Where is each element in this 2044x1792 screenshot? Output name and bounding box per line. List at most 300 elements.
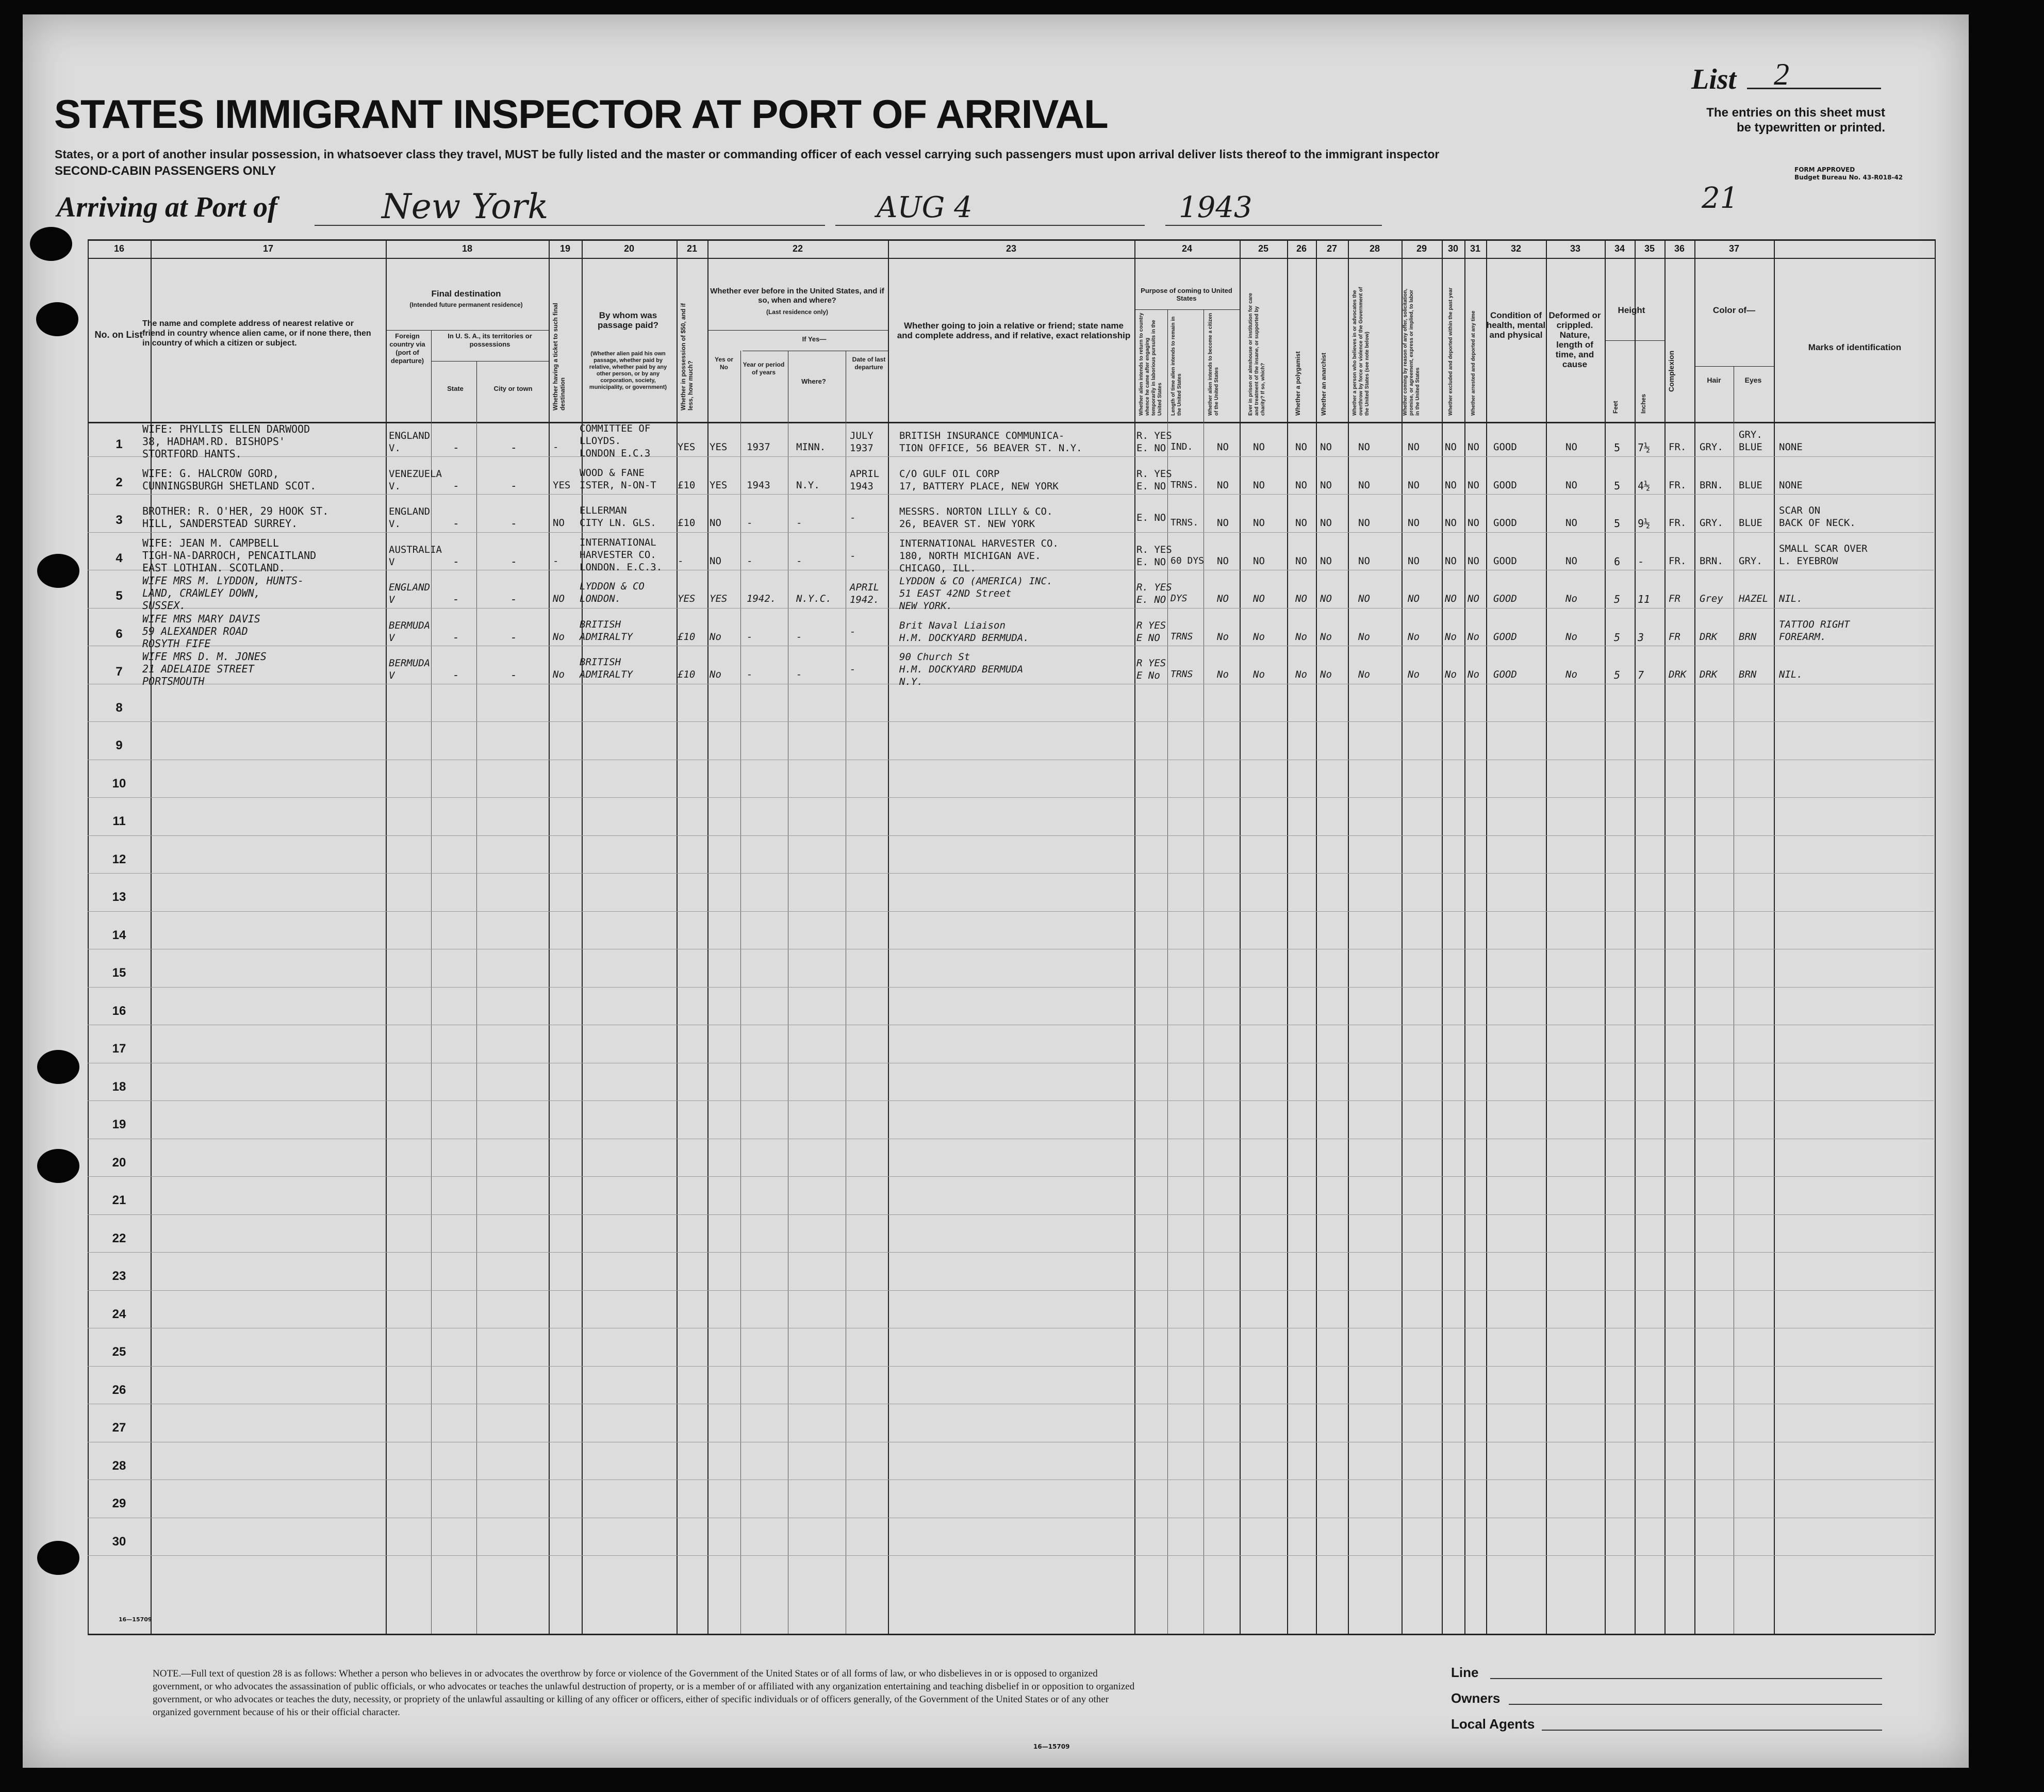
passage-paid-by: CITY LN. GLS. [580, 517, 656, 529]
row-number: 17 [112, 1042, 126, 1056]
form-approved-line: FORM APPROVED [1794, 166, 1855, 173]
before-in-us: NO [710, 517, 721, 529]
column-number: 17 [262, 243, 274, 254]
q29-answer: No [1408, 669, 1420, 680]
column-divider [1240, 239, 1241, 1634]
column-number: 18 [461, 243, 473, 254]
money-possessed: £10 [678, 631, 696, 643]
destination-city: - [510, 480, 517, 492]
intended-length: TRNS [1171, 669, 1193, 680]
row-number: 2 [116, 475, 123, 489]
before-year: - [747, 669, 753, 680]
last-departure: - [850, 626, 856, 637]
eye-color: BLUE [1739, 517, 1762, 529]
punch-hole [37, 1050, 79, 1084]
health-condition: GOOD [1493, 441, 1517, 453]
row-number: 1 [116, 437, 123, 451]
passage-paid-by: ADMIRALTY [580, 631, 633, 643]
relative-address: PORTSMOUTH [142, 675, 205, 687]
q30-answer: NO [1445, 480, 1457, 491]
destination-city: - [510, 555, 517, 568]
heading-money: Whether in possession of $50, and if less, how much? [680, 303, 694, 410]
passage-paid-by: ISTER, N-ON-T [580, 480, 656, 491]
column-divider [1694, 239, 1695, 1634]
row-rule [88, 987, 1934, 988]
q28-answer: NO [1358, 480, 1370, 491]
column-divider [1402, 239, 1403, 1634]
anarchist-answer: NO [1320, 441, 1332, 453]
last-departure: 1937 [850, 442, 873, 454]
subheader-divider [1167, 309, 1168, 422]
identification-marks: NONE [1779, 480, 1803, 491]
q31-answer: NO [1468, 593, 1479, 604]
deformed-answer: NO [1565, 517, 1577, 529]
heading-if-yes: If Yes— [802, 335, 827, 343]
punch-hole [37, 1541, 79, 1575]
health-condition: GOOD [1493, 517, 1517, 529]
column-number: 23 [1005, 243, 1017, 254]
q30-answer: No [1445, 669, 1457, 680]
column-divider [1635, 239, 1636, 1634]
relative-address: WIFE MRS M. LYDDON, HUNTS- [142, 574, 304, 587]
height-inches: 7½ [1638, 441, 1651, 454]
q28-answer: No [1358, 669, 1370, 680]
owners-label: Owners [1451, 1690, 1501, 1706]
header-class: SECOND-CABIN PASSENGERS ONLY [55, 164, 276, 178]
column-divider [1774, 239, 1775, 1634]
destination-state: - [453, 669, 459, 681]
row-number: 19 [112, 1117, 126, 1131]
port-value: New York [382, 187, 549, 226]
q28-answer: NO [1358, 441, 1370, 453]
joining-relative-address: NEW YORK. [899, 600, 952, 612]
q28-answer: NO [1358, 517, 1370, 529]
joining-relative-address: Brit Naval Liaison [899, 620, 1005, 631]
foreign-country: V [389, 594, 395, 605]
before-in-us: YES [710, 441, 728, 453]
before-year: - [747, 517, 753, 529]
heading-q30: Whether excluded and deported within the past year [1448, 287, 1454, 416]
passage-paid-by: LLOYDS. [580, 435, 621, 447]
row-rule [88, 1479, 1934, 1480]
height-inches: 3 [1638, 631, 1644, 644]
polygamist-answer: NO [1295, 517, 1307, 529]
before-year: - [747, 631, 753, 643]
sheet-number: 21 [1702, 182, 1739, 215]
heading-purpose-return: Whether alien intends to return to country whence he came after engaging temporarily in laborious pursuits in the United States [1139, 313, 1163, 416]
foreign-country: V [389, 632, 395, 644]
foreign-country: BERMUDA [389, 620, 431, 631]
heading-before-us-sub: (Last residence only) [766, 308, 829, 316]
anarchist-answer: NO [1320, 593, 1332, 604]
subcolumn-divider [740, 422, 741, 1634]
polygamist-answer: NO [1295, 555, 1307, 567]
heading-no-on-list: No. on List [94, 330, 143, 340]
heading-hair: Hair [1707, 376, 1721, 384]
row-number: 25 [112, 1345, 126, 1359]
punch-hole [36, 302, 78, 336]
q25-prison-answer: NO [1253, 555, 1265, 567]
subheader-divider [1694, 366, 1774, 367]
before-in-us: YES [710, 593, 728, 604]
identification-marks: FOREARM. [1779, 631, 1826, 643]
joining-relative-address: 51 EAST 42ND Street [899, 588, 1012, 599]
question-28-note: NOTE.—Full text of question 28 is as follows: Whether a person who believes in or advocates the overthrow by force or violence of the Government of the United States or of all forms of law, or who disbelieves in or is opposed to organized government, or who advocates the assassination of public officials, or who advocates or teaches the unlawful destruction of property, or is a member of or affiliated with any organization entertaining and teaching disbelief in or opposition to organized government, or who advocates or teaches the duty, necessity, or propriety of the unlawful assaulting or killing of any officer or officers, either of specific individuals or of officers generally, of the Government of the United States or of any other organized government because of his or their official character. [153, 1668, 1135, 1718]
destination-city: - [510, 669, 517, 681]
relative-address: WIFE: PHYLLIS ELLEN DARWOOD [142, 423, 310, 435]
q29-answer: NO [1408, 480, 1420, 491]
health-condition: GOOD [1493, 480, 1517, 491]
column-divider [1546, 239, 1547, 1634]
heading-q31: Whether arrested and deported at any time [1471, 310, 1476, 416]
destination-city: - [510, 593, 517, 605]
anarchist-answer: No [1320, 669, 1332, 680]
row-number: 22 [112, 1231, 126, 1245]
list-number: 2 [1774, 57, 1789, 91]
intends-citizenship: No [1217, 669, 1229, 680]
joining-relative-address: MESSRS. NORTON LILLY & CO. [899, 506, 1053, 517]
q29-answer: NO [1408, 555, 1420, 567]
money-possessed: £10 [678, 480, 696, 491]
foreign-country: ENGLAND [389, 430, 431, 441]
polygamist-answer: NO [1295, 480, 1307, 491]
q30-answer: NO [1445, 555, 1457, 567]
row-rule [88, 1176, 1934, 1177]
column-number: 19 [559, 243, 571, 254]
identification-marks: NIL. [1779, 593, 1803, 604]
row-number: 18 [112, 1080, 126, 1094]
page-title: STATES IMMIGRANT INSPECTOR AT PORT OF ARRIVAL [54, 91, 1108, 137]
money-possessed: £10 [678, 669, 696, 680]
before-where: - [796, 555, 802, 567]
eye-color: GRY. [1739, 429, 1762, 440]
intends-citizenship: NO [1217, 480, 1229, 491]
destination-state: - [453, 555, 459, 568]
column-number: 32 [1510, 243, 1522, 254]
column-divider [386, 239, 387, 1634]
q25-prison-answer: NO [1253, 517, 1265, 529]
date-value: AUG 4 [877, 191, 972, 224]
row-number: 28 [112, 1459, 126, 1473]
row-number: 29 [112, 1497, 126, 1510]
column-divider [1935, 239, 1936, 1634]
row-number: 12 [112, 852, 126, 866]
joining-relative-address: 180, NORTH MICHIGAN AVE. [899, 550, 1041, 562]
intends-citizenship: NO [1217, 593, 1229, 604]
form-code: 16—15709 [119, 1616, 152, 1623]
complexion: FR. [1669, 517, 1687, 529]
money-possessed: £10 [678, 517, 696, 529]
before-in-us: No [710, 631, 721, 643]
intended-length: 60 DYS [1171, 555, 1205, 566]
eye-color: BLUE [1739, 441, 1762, 453]
row-number: 14 [112, 928, 126, 942]
column-divider [888, 239, 889, 1634]
last-departure: 1943 [850, 481, 873, 492]
q25-prison-answer: NO [1253, 441, 1265, 453]
row-number: 9 [116, 738, 123, 752]
heading-city: City or town [493, 385, 533, 392]
money-possessed: YES [678, 441, 696, 453]
q31-answer: NO [1468, 555, 1479, 567]
relative-address: LAND, CRAWLEY DOWN, [142, 587, 260, 599]
destination-city: - [510, 631, 517, 644]
q29-answer: NO [1408, 593, 1420, 604]
row-number: 23 [112, 1269, 126, 1283]
column-number: 34 [1614, 243, 1625, 254]
heading-joining: Whether going to join a relative or friend; state name and complete address, and if relative, exact relationship [897, 321, 1131, 340]
identification-marks: SMALL SCAR OVER [1779, 543, 1868, 554]
passage-paid-by: LYDDON & CO [580, 581, 645, 592]
relative-address: WIFE MRS D. M. JONES [142, 650, 267, 663]
purpose-return: E NO [1136, 632, 1160, 644]
relative-address: TIGH-NA-DARROCH, PENCAITLAND [142, 549, 317, 562]
q30-answer: NO [1445, 441, 1457, 453]
heading-before-us: Whether ever before in the United States, and if so, when and where? [710, 287, 884, 305]
height-feet: 5 [1614, 517, 1621, 530]
row-number: 13 [112, 890, 126, 904]
subcolumn-divider [476, 422, 477, 1634]
row-number: 11 [112, 814, 126, 828]
q28-answer: NO [1358, 555, 1370, 567]
row-number: 20 [112, 1156, 126, 1170]
heading-deformed: Deformed or crippled. Nature, length of time, and cause [1548, 310, 1601, 369]
column-number: 26 [1296, 243, 1307, 254]
passage-paid-by: BRITISH [580, 619, 621, 630]
deformed-answer: NO [1565, 555, 1577, 567]
manifest-sheet [23, 14, 1969, 1768]
height-inches: - [1638, 555, 1644, 568]
q31-answer: NO [1468, 441, 1479, 453]
row-rule [88, 1290, 1934, 1291]
arriving-label: Arriving at Port of [57, 191, 277, 223]
anarchist-answer: NO [1320, 555, 1332, 567]
column-number: 28 [1369, 243, 1380, 254]
passage-paid-by: ADMIRALTY [580, 669, 633, 680]
row-number: 15 [112, 966, 126, 980]
identification-marks: TATTOO RIGHT [1779, 619, 1850, 630]
before-where: - [796, 669, 802, 680]
height-feet: 6 [1614, 555, 1621, 568]
q28-answer: NO [1358, 593, 1370, 604]
last-departure: - [850, 512, 856, 523]
list-label: List [1691, 63, 1737, 95]
heading-color-of: Color of— [1712, 305, 1756, 315]
destination-state: - [453, 593, 459, 605]
row-rule [88, 835, 1934, 836]
purpose-return: R. YES [1136, 468, 1172, 480]
q25-prison-answer: No [1253, 631, 1265, 643]
intended-length: DYS [1171, 593, 1188, 604]
q30-answer: NO [1445, 593, 1457, 604]
row-number: 6 [116, 627, 123, 641]
row-rule [88, 1214, 1934, 1215]
row-number: 26 [112, 1383, 126, 1397]
punch-hole [30, 227, 72, 261]
column-divider [707, 239, 708, 1634]
list-underline [1747, 88, 1881, 89]
row-number: 8 [116, 701, 123, 715]
foreign-country: V. [389, 481, 401, 492]
row-rule [88, 1252, 1934, 1253]
row-rule [88, 494, 1934, 495]
last-departure: - [850, 550, 856, 562]
purpose-return: R. YES [1136, 544, 1172, 555]
entries-note-line: be typewritten or printed. [1736, 121, 1885, 135]
q31-answer: NO [1468, 517, 1479, 529]
column-divider [1287, 239, 1288, 1634]
intended-length: TRNS. [1171, 517, 1199, 528]
subheader-divider [386, 330, 549, 331]
subheader-divider [476, 361, 477, 422]
joining-relative-address: CHICAGO, ILL. [899, 563, 976, 574]
q25-prison-answer: No [1253, 669, 1265, 680]
health-condition: GOOD [1493, 631, 1517, 643]
relative-address: SUSSEX. [142, 599, 186, 612]
year-value: 1943 [1179, 191, 1252, 224]
q28-answer: No [1358, 631, 1370, 643]
before-year: 1943 [747, 480, 770, 491]
q29-answer: No [1408, 631, 1420, 643]
line-label: Line [1451, 1665, 1479, 1680]
date-line [835, 225, 1145, 226]
money-possessed: - [678, 555, 684, 567]
before-in-us: YES [710, 480, 728, 491]
heading-purpose: Purpose of coming to United States [1141, 287, 1232, 302]
polygamist-answer: NO [1295, 441, 1307, 453]
height-feet: 5 [1614, 480, 1621, 492]
joining-relative-address: INTERNATIONAL HARVESTER CO. [899, 538, 1059, 549]
q29-answer: NO [1408, 441, 1420, 453]
column-divider [1464, 239, 1465, 1634]
passage-paid-by: ELLERMAN [580, 505, 627, 516]
before-in-us: No [710, 669, 721, 680]
last-departure: JULY [850, 430, 873, 441]
heading-q28: Whether a person who believes in or advocates the overthrow by force or violence of the Government of the United States (see note below) [1352, 287, 1370, 416]
eye-color: BLUE [1739, 480, 1762, 491]
purpose-return: E. NO [1136, 481, 1166, 492]
heading-in-usa: In U. S. A., its territories or possessions [448, 332, 532, 348]
column-number: 22 [792, 243, 803, 254]
joining-relative-address: 90 Church St [899, 651, 970, 663]
heading-yes-no: Yes or No [714, 356, 734, 371]
height-feet: 5 [1614, 631, 1621, 644]
foreign-country: AUSTRALIA [389, 544, 442, 555]
hair-color: GRY. [1700, 517, 1723, 529]
column-number: 30 [1447, 243, 1459, 254]
table-top-border [88, 239, 1935, 241]
relative-address: WIFE: G. HALCROW GORD, [142, 467, 279, 480]
column-number: 27 [1326, 243, 1338, 254]
joining-relative-address: H.M. DOCKYARD BERMUDA. [899, 632, 1029, 644]
column-number: 25 [1258, 243, 1269, 254]
health-condition: GOOD [1493, 669, 1517, 680]
row-number: 4 [116, 551, 123, 565]
row-rule [88, 721, 1934, 722]
ticket-to-destination: No [553, 669, 565, 680]
intended-length: TRNS. [1171, 480, 1199, 490]
health-condition: GOOD [1493, 593, 1517, 604]
height-feet: 5 [1614, 669, 1621, 681]
heading-final-destination-sub: (Intended future permanent residence) [409, 301, 523, 308]
column-divider [1486, 239, 1487, 1634]
hair-color: DRK [1700, 631, 1718, 643]
ticket-to-destination: NO [553, 593, 565, 604]
heading-relative: The name and complete address of nearest relative or friend in country whence alien came, or if none there, then in country of which a citizen or subject. [142, 319, 371, 348]
destination-city: - [510, 441, 517, 454]
destination-state: - [453, 517, 459, 530]
row-rule [88, 1100, 1934, 1101]
heading-feet: Feet [1612, 401, 1619, 414]
punch-hole [37, 1149, 79, 1183]
intends-citizenship: NO [1217, 555, 1229, 567]
column-number: 37 [1728, 243, 1740, 254]
last-departure: - [850, 664, 856, 675]
polygamist-answer: No [1295, 631, 1307, 643]
q31-answer: NO [1468, 480, 1479, 491]
column-divider [1348, 239, 1349, 1634]
purpose-return: R. YES [1136, 430, 1172, 441]
relative-address: STORTFORD HANTS. [142, 448, 242, 460]
last-departure: APRIL [850, 582, 880, 593]
before-year: 1937 [747, 441, 770, 453]
heading-year-period: Year or period of years [743, 361, 785, 376]
heading-date-departure: Date of last departure [852, 356, 886, 371]
header-bottom-border [88, 422, 1935, 423]
complexion: FR. [1669, 441, 1687, 453]
column-number: 33 [1570, 243, 1581, 254]
q30-answer: No [1445, 631, 1457, 643]
row-rule [88, 1555, 1934, 1556]
anarchist-answer: NO [1320, 517, 1332, 529]
complexion: FR [1669, 631, 1680, 643]
before-in-us: NO [710, 555, 721, 567]
destination-state: - [453, 631, 459, 644]
joining-relative-address: N.Y. [899, 676, 923, 687]
heading-height: Height [1618, 305, 1645, 315]
passage-paid-by: LONDON. [580, 593, 621, 604]
purpose-return: E. NO [1136, 594, 1166, 605]
identification-marks: BACK OF NECK. [1779, 517, 1856, 529]
height-inches: 11 [1638, 593, 1651, 605]
q29-answer: NO [1408, 517, 1420, 529]
passage-paid-by: BRITISH [580, 656, 621, 668]
q25-prison-answer: NO [1253, 593, 1265, 604]
hair-color: BRN. [1700, 555, 1723, 567]
local-agents-label: Local Agents [1451, 1716, 1535, 1732]
column-number-divider [88, 258, 1935, 259]
column-number: 16 [113, 243, 125, 254]
row-rule [88, 456, 1934, 457]
column-divider [1664, 239, 1666, 1634]
ticket-to-destination: NO [553, 517, 565, 529]
intends-citizenship: NO [1217, 441, 1229, 453]
joining-relative-address: H.M. DOCKYARD BERMUDA [899, 664, 1024, 675]
passage-paid-by: HARVESTER CO. [580, 549, 656, 561]
row-rule [88, 532, 1934, 533]
row-number: 5 [116, 589, 123, 603]
foreign-country: ENGLAND [389, 506, 431, 517]
q30-answer: NO [1445, 517, 1457, 529]
owners-field [1509, 1704, 1882, 1705]
column-divider [1316, 239, 1317, 1634]
complexion: DRK [1669, 669, 1687, 680]
complexion: FR. [1669, 555, 1687, 567]
row-rule [88, 797, 1934, 798]
relative-address: HILL, SANDERSTEAD SURREY. [142, 517, 298, 530]
heading-final-destination: Final destination [431, 289, 501, 299]
purpose-return: R YES [1136, 657, 1166, 669]
